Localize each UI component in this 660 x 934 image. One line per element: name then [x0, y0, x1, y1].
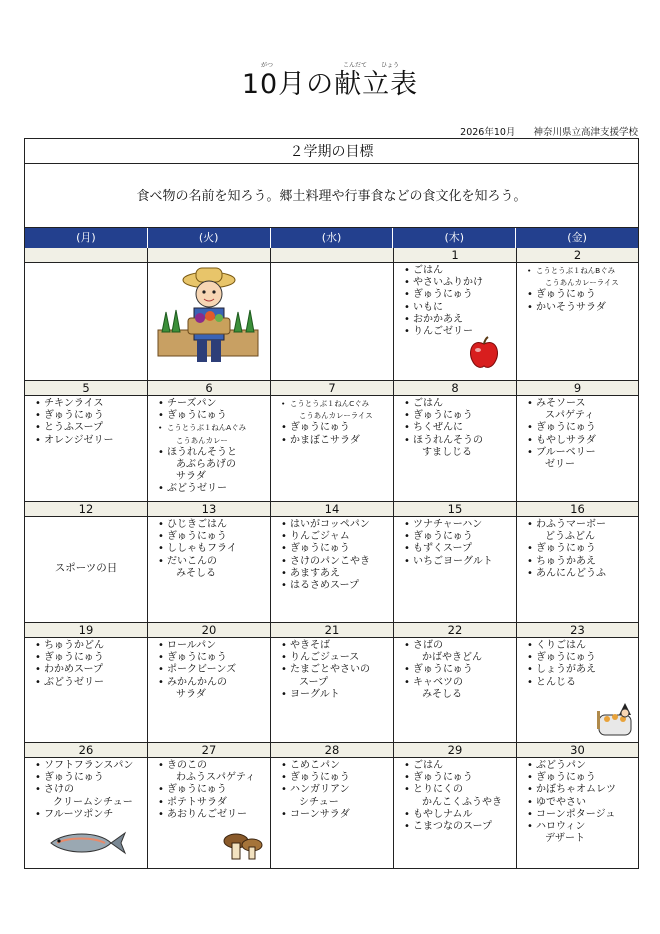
day-number: 29: [394, 743, 516, 758]
title-ruby-kondate: こんだて: [343, 62, 368, 69]
menu-item: • ぎゅうにゅう: [35, 410, 147, 422]
day-number: 2: [517, 248, 638, 263]
menu-item: • ししゃもフライ: [158, 543, 270, 555]
menu-item: • ぶどうゼリー: [158, 483, 270, 495]
menu-item: • ぎゅうにゅう: [158, 652, 270, 664]
day-cell: [148, 502, 271, 622]
goal-heading: ２学期の目標: [25, 139, 638, 164]
menu-item: • あんにんどうふ: [527, 568, 638, 580]
menu-item: • ぎゅうにゅう: [281, 422, 393, 434]
menu-list: [25, 398, 147, 447]
menu-item: • こまつなのスープ: [404, 821, 516, 833]
menu-item: • チキンライス: [35, 398, 147, 410]
day-cell: [271, 248, 394, 380]
menu-item: • りんごジュース: [281, 652, 393, 664]
day-number: 22: [394, 623, 516, 638]
menu-item: • もやしナムル: [404, 809, 516, 821]
menu-list: [25, 760, 147, 821]
menu-list: [148, 519, 270, 580]
farmer-with-vegetables-illustration: [154, 260, 264, 374]
menu-item: スープ: [299, 676, 328, 688]
menu-item: • だいこんの: [158, 556, 270, 568]
day-number: 30: [517, 743, 638, 758]
menu-item: • ごはん: [404, 760, 516, 772]
menu-item: • ひじきごはん: [158, 519, 270, 531]
menu-list: [25, 640, 147, 689]
menu-list: [394, 519, 516, 568]
menu-item: • オレンジゼリー: [35, 435, 147, 447]
menu-item: みそしる: [176, 567, 216, 579]
menu-item: • あおりんごゼリー: [158, 809, 270, 821]
day-cell: [394, 502, 517, 622]
menu-item: • ぎゅうにゅう: [527, 422, 638, 434]
menu-list: [394, 398, 516, 459]
menu-item: • ポテトサラダ: [158, 797, 270, 809]
menu-list: [148, 760, 270, 821]
menu-item: • こうとうぶ１ねんAぐみ: [158, 422, 270, 434]
menu-item: • ぎゅうにゅう: [527, 652, 638, 664]
menu-list: [148, 640, 270, 701]
menu-item: • とりにくの: [404, 784, 516, 796]
menu-item: • こうとうぶ１ねんCぐみ: [281, 398, 393, 410]
menu-item: • もやしサラダ: [527, 435, 638, 447]
day-cell: [271, 743, 394, 868]
day-number: 13: [148, 502, 270, 517]
menu-item: • とうふスープ: [35, 422, 147, 434]
menu-item: • ぎゅうにゅう: [281, 772, 393, 784]
title-ruby-gatsu: がつ: [261, 62, 274, 69]
day-cell: [148, 381, 271, 501]
menu-item: シチュー: [299, 796, 339, 808]
day-number: 23: [517, 623, 638, 638]
header-meta: [460, 124, 638, 138]
menu-item: • いもに: [404, 302, 516, 314]
menu-list: [271, 760, 393, 821]
day-cell: [271, 623, 394, 742]
menu-item: • ごはん: [404, 265, 516, 277]
day-number: 14: [271, 502, 393, 517]
menu-item: • ゆでやさい: [527, 797, 638, 809]
weekday-tue: (火): [148, 228, 271, 248]
menu-list: [148, 398, 270, 496]
menu-item: • コーンサラダ: [281, 809, 393, 821]
menu-item: • こうとうぶ１ねんBぐみ: [527, 265, 638, 277]
menu-item: • ぎゅうにゅう: [404, 289, 516, 301]
day-cell: [25, 623, 148, 742]
menu-item: • みそソース: [527, 398, 638, 410]
menu-item: わふうスパゲティ: [176, 772, 256, 784]
day-number: 15: [394, 502, 516, 517]
day-number: 26: [25, 743, 147, 758]
day-cell: [25, 502, 148, 622]
weekday-fri: (金): [567, 231, 587, 244]
menu-item: こうあんカレーライス: [545, 278, 619, 288]
menu-item: • かいそうサラダ: [527, 302, 638, 314]
weekday-thu: (木): [393, 228, 516, 248]
menu-item: • さばの: [404, 640, 516, 652]
menu-item: • キャベツの: [404, 677, 516, 689]
menu-item: • ちゅうかどん: [35, 640, 147, 652]
menu-item: かばやきどん: [422, 652, 482, 664]
halloween-witch-pot-illustration: [595, 701, 635, 741]
menu-list: [517, 519, 638, 580]
menu-item: • ハンガリアン: [281, 784, 393, 796]
menu-item: • ぶどうゼリー: [35, 677, 147, 689]
day-cell: [148, 623, 271, 742]
menu-item: • チーズパン: [158, 398, 270, 410]
menu-list: [517, 640, 638, 689]
day-cell: [271, 502, 394, 622]
menu-item: あぶらあげの: [176, 459, 236, 471]
menu-item: • ぎゅうにゅう: [404, 772, 516, 784]
menu-item: • ちくぜんに: [404, 422, 516, 434]
menu-item: • ぎゅうにゅう: [527, 543, 638, 555]
menu-item: • ロールパン: [158, 640, 270, 652]
day-cell: [271, 381, 394, 501]
day-cell: [148, 743, 271, 868]
day-number: [25, 248, 147, 263]
day-number: 20: [148, 623, 270, 638]
day-cell: [517, 743, 638, 868]
menu-item: • かぼちゃオムレツ: [527, 784, 638, 796]
menu-item: • ぎゅうにゅう: [404, 531, 516, 543]
day-cell: [25, 381, 148, 501]
day-number: 8: [394, 381, 516, 396]
menu-item: • ぎゅうにゅう: [404, 410, 516, 422]
menu-list: [394, 760, 516, 833]
menu-item: • ヨーグルト: [281, 689, 393, 701]
menu-item: こうあんカレーライス: [299, 411, 373, 421]
issue-date: 2026年10月: [460, 127, 516, 138]
menu-item: • ぎゅうにゅう: [527, 772, 638, 784]
menu-item: • ハロウィン: [527, 821, 638, 833]
menu-calendar: [24, 138, 639, 869]
menu-item: みそしる: [422, 688, 462, 700]
menu-item: ゼリー: [545, 459, 575, 471]
menu-list: [394, 265, 516, 338]
menu-list: [394, 640, 516, 701]
day-cell: [148, 248, 271, 380]
menu-item: • みかんかんの: [158, 677, 270, 689]
menu-item: • ブルーベリー: [527, 447, 638, 459]
day-number: 9: [517, 381, 638, 396]
week-row: [25, 248, 638, 381]
week-row: [25, 381, 638, 502]
menu-item: すましじる: [422, 446, 472, 458]
menu-item: • ぶどうパン: [527, 760, 638, 772]
day-cell: [517, 623, 638, 742]
day-number: 28: [271, 743, 393, 758]
menu-item: • りんごゼリー: [404, 326, 516, 338]
menu-item: • ぎゅうにゅう: [281, 543, 393, 555]
goal-text: 食べ物の名前を知ろう。郷土料理や行事食などの食文化を知ろう。: [25, 163, 638, 228]
day-cell: [517, 248, 638, 380]
day-cell: [394, 248, 517, 380]
menu-item: • いちごヨーグルト: [404, 556, 516, 568]
day-cell: [517, 381, 638, 501]
menu-item: かんこくふうやき: [422, 796, 502, 808]
weekday-wed: (水): [271, 228, 394, 248]
mushrooms-illustration: [222, 829, 264, 867]
menu-item: • コーンポタージュ: [527, 809, 638, 821]
page-title: 10月の献立表: [241, 69, 419, 100]
menu-item: • ぎゅうにゅう: [404, 664, 516, 676]
menu-item: • おかかあえ: [404, 314, 516, 326]
salmon-illustration: [47, 829, 127, 861]
menu-item: • フルーツポンチ: [35, 809, 147, 821]
day-number: 6: [148, 381, 270, 396]
day-cell: [25, 248, 148, 380]
day-number: 27: [148, 743, 270, 758]
menu-item: サラダ: [176, 688, 206, 700]
menu-item: • わかめスープ: [35, 664, 147, 676]
day-cell: [394, 743, 517, 868]
menu-item: • ぎゅうにゅう: [158, 410, 270, 422]
school-name: 神奈川県立高津支援学校: [533, 127, 638, 138]
day-number: 16: [517, 502, 638, 517]
menu-item: • ほうれんそうと: [158, 447, 270, 459]
menu-item: • ぎゅうにゅう: [35, 772, 147, 784]
apple-illustration: [466, 336, 502, 374]
menu-item: • ソフトフランスパン: [35, 760, 147, 772]
weekday-header: [25, 228, 638, 248]
day-number: 21: [271, 623, 393, 638]
menu-item: • ツナチャーハン: [404, 519, 516, 531]
day-cell: [394, 381, 517, 501]
day-number: 12: [25, 502, 147, 517]
menu-item: • ぎゅうにゅう: [158, 531, 270, 543]
menu-item: • きのこの: [158, 760, 270, 772]
menu-item: • たまごとやさいの: [281, 664, 393, 676]
menu-item: • かまぼこサラダ: [281, 435, 393, 447]
menu-item: • もずくスープ: [404, 543, 516, 555]
day-number: [271, 248, 393, 263]
day-cell: [517, 502, 638, 622]
menu-item: • やきそば: [281, 640, 393, 652]
menu-item: • ぎゅうにゅう: [35, 652, 147, 664]
menu-item: • さけのパンこやき: [281, 556, 393, 568]
day-cell: [25, 743, 148, 868]
calendar-grid: [25, 248, 638, 868]
menu-item: • りんごジャム: [281, 531, 393, 543]
menu-item: • ぎゅうにゅう: [527, 289, 638, 301]
weekday-mon: (月): [25, 228, 148, 248]
day-number: 7: [271, 381, 393, 396]
menu-list: [517, 265, 638, 314]
menu-item: どうふどん: [545, 531, 595, 543]
holiday-note: スポーツの日: [54, 562, 118, 574]
menu-item: クリームシチュー: [53, 796, 133, 808]
day-cell: [394, 623, 517, 742]
menu-item: • さけの: [35, 784, 147, 796]
menu-item: • わふうマーボー: [527, 519, 638, 531]
menu-list: [517, 760, 638, 845]
menu-item: • ポークビーンズ: [158, 664, 270, 676]
week-row: [25, 502, 638, 623]
menu-list: [271, 519, 393, 592]
menu-item: • しょうがあえ: [527, 664, 638, 676]
menu-item: • とんじる: [527, 677, 638, 689]
menu-item: • はるさめスープ: [281, 580, 393, 592]
menu-item: • ちゅうかあえ: [527, 556, 638, 568]
menu-list: [517, 398, 638, 471]
menu-item: • やさいふりかけ: [404, 277, 516, 289]
menu-item: • くりごはん: [527, 640, 638, 652]
menu-item: • ほうれんそうの: [404, 435, 516, 447]
menu-item: デザート: [545, 833, 585, 845]
menu-item: • こめこパン: [281, 760, 393, 772]
menu-item: こうあんカレー: [176, 435, 228, 445]
menu-item: スパゲティ: [545, 410, 595, 422]
week-row: [25, 743, 638, 868]
day-number: 1: [394, 248, 516, 263]
day-number: 5: [25, 381, 147, 396]
menu-item: サラダ: [176, 471, 206, 483]
menu-list: [271, 398, 393, 447]
menu-item: • ぎゅうにゅう: [158, 784, 270, 796]
title-ruby-hyou: ひょう: [381, 62, 400, 69]
day-number: 19: [25, 623, 147, 638]
menu-item: • はいがコッペパン: [281, 519, 393, 531]
menu-list: [271, 640, 393, 701]
menu-item: • あますあえ: [281, 568, 393, 580]
menu-item: • ごはん: [404, 398, 516, 410]
week-row: [25, 623, 638, 743]
